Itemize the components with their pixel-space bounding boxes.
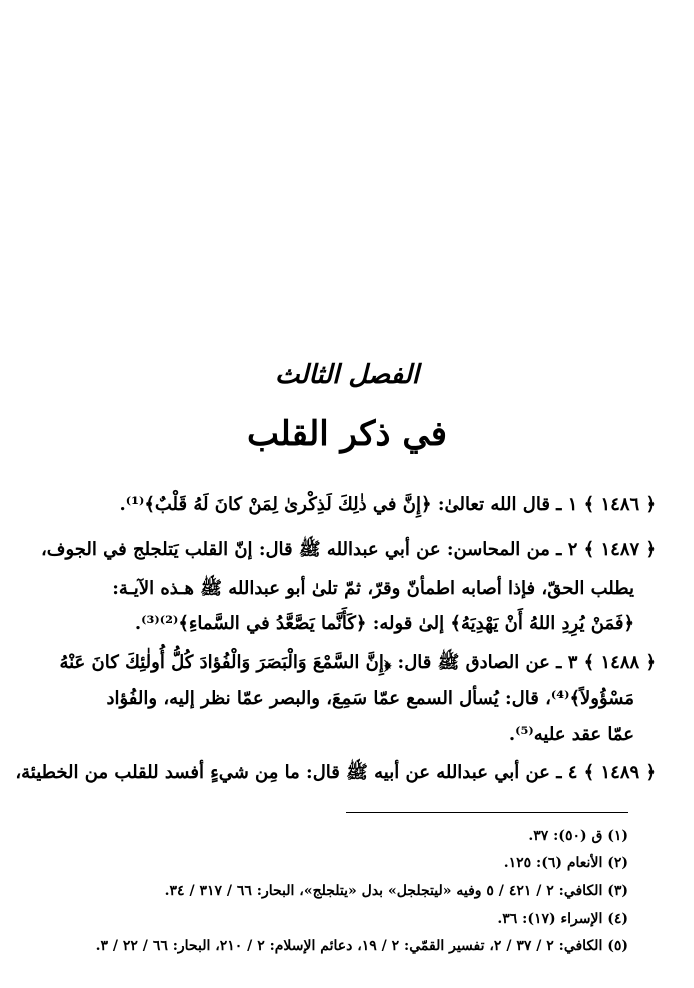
hadith-1488-line-1: ﴿ ١٤٨٨ ﴾ ٣ ـ عن الصادق ﷺ قال: ﴿إِنَّ السَّمْعَ وَالْبَصَرَ وَالْفُؤادَ كُلُّ أُولٰئِكَ كانَ عَنْهُ (59, 652, 656, 673)
hadith-1488-line-2: مَسْؤُولاً﴾⁽⁴⁾، قال: يُسأل السمع عمّا سَمِعَ، والبصر عمّا نظر إليه، والفُؤاد (106, 688, 634, 709)
hadith-1487-line-1: ﴿ ١٤٨٧ ﴾ ٢ ـ من المحاسن: عن أبي عبدالله ﷺ قال: إنّ القلب يَتلجلج في الجوف، (40, 539, 656, 560)
footnote-4: (٤) الإسراء (١٧): ٣٦. (497, 911, 628, 927)
hadith-1487-line-3: ﴿فَمَنْ يُرِدِ اللهُ أَنْ يَهْدِيَهُ﴾ إلىٰ قوله: ﴿كَأَنَّما يَصَّعَّدُ في السَّماءِ﴾⁽²⁾⁽³⁾. (134, 613, 634, 634)
footnote-1: (١) ق (٥٠): ٣٧. (528, 828, 628, 844)
footnote-3: (٣) الكافي: ٢ / ٤٢١ / ٥ وفيه «ليتجلجل» بدل «يتلجلج»، البحار: ٦٦ / ٣١٧ / ٣٤. (164, 883, 628, 899)
hadith-1486-line-1: ﴿ ١٤٨٦ ﴾ ١ ـ قال الله تعالىٰ: ﴿إِنَّ في ذٰلِكَ لَذِكْرىٰ لِمَنْ كانَ لَهُ قَلْبٌ﴾⁽¹⁾. (119, 494, 656, 515)
footnote-5: (٥) الكافي: ٢ / ٣٧ / ٢، تفسير القمّي: ٢ / ١٩، دعائم الإسلام: ٢ / ٢١٠، البحار: ٦٦ / ٢٢ / ٣. (95, 938, 628, 954)
chapter-label: الفصل الثالث (275, 360, 419, 390)
hadith-1488-line-3: عمّا عقد عليه⁽⁵⁾. (508, 724, 634, 745)
footnote-2: (٢) الأنعام (٦): ١٢٥. (503, 855, 628, 871)
hadith-1489-line-1: ﴿ ١٤٨٩ ﴾ ٤ ـ عن أبي عبدالله عن أبيه ﷺ قال: ما مِن شيءٍ أفسد للقلب من الخطيئة، (15, 762, 656, 783)
chapter-title: في ذكر القلب (247, 414, 447, 454)
footnote-divider (346, 812, 628, 813)
hadith-1487-line-2: يطلب الحقّ، فإذا أصابه اطمأنّ وقرّ، ثمّ تلىٰ أبو عبدالله ﷺ هـذه الآيـة: (112, 578, 634, 599)
